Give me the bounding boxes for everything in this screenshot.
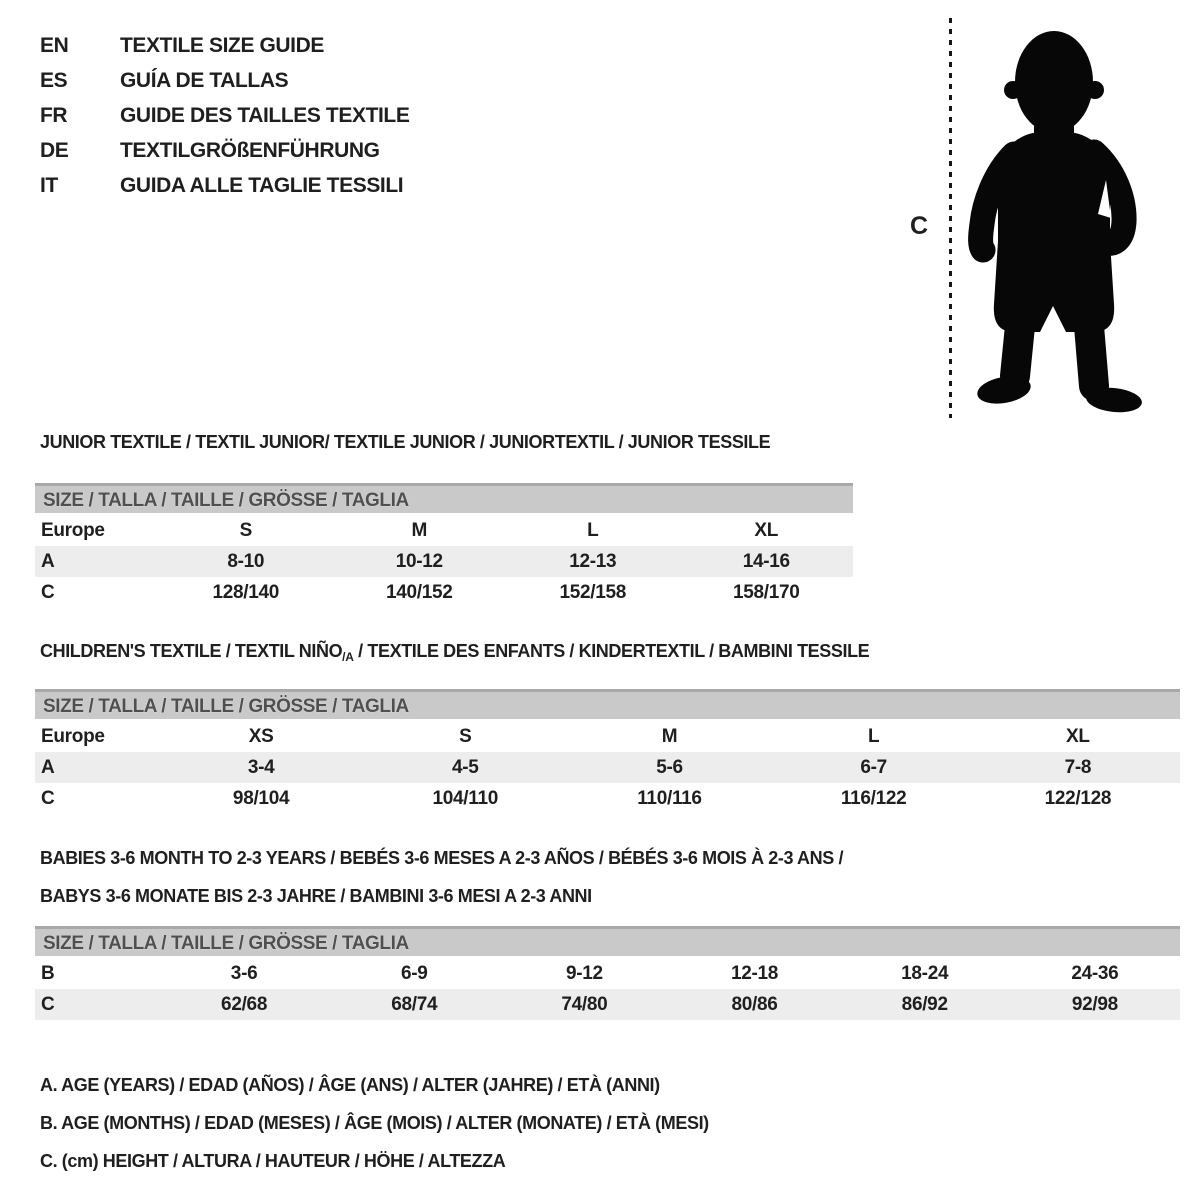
table-row — [35, 577, 853, 608]
table-row — [35, 783, 1180, 814]
value-cell: 92/98 — [1071, 993, 1118, 1015]
value-cell: 86/92 — [901, 993, 948, 1015]
value-cell: 68/74 — [391, 993, 438, 1015]
value-cell: 6-7 — [860, 756, 887, 778]
table-row — [35, 546, 853, 577]
language-row — [40, 168, 409, 203]
legend — [40, 1066, 709, 1180]
table-row — [35, 958, 1180, 989]
language-code: ES — [40, 68, 68, 92]
value-cell: M — [661, 725, 678, 747]
value-cell: XL — [754, 519, 779, 541]
value-cell: S — [239, 519, 252, 541]
junior-section-title: JUNIOR TEXTILE / TEXTIL JUNIOR/ TEXTILE JUNIOR / JUNIORTEXTIL / JUNIOR TESSILE — [40, 432, 771, 452]
value-cell: 128/140 — [212, 581, 280, 603]
language-code: FR — [40, 103, 68, 127]
table-row — [35, 515, 853, 546]
value-cell: S — [459, 725, 472, 747]
value-cell: 18-24 — [901, 962, 949, 984]
language-title: TEXTILGRÖßENFÜHRUNG — [120, 138, 380, 162]
language-row — [40, 133, 409, 168]
value-cell: 158/170 — [732, 581, 800, 603]
row-label-cell: A — [41, 550, 55, 572]
value-cell: 4-5 — [452, 756, 479, 778]
toddler-silhouette-icon — [956, 26, 1146, 416]
value-cell: 116/122 — [840, 787, 907, 809]
value-cell: 6-9 — [400, 962, 428, 984]
value-cell: 140/152 — [385, 581, 453, 603]
height-measure-dashed-line — [949, 18, 952, 418]
legend-age-years: A. AGE (YEARS) / EDAD (AÑOS) / ÂGE (ANS) / ALTER (JAHRE) / ETÀ (ANNI) — [40, 1075, 660, 1095]
row-label-cell: C — [41, 787, 55, 809]
language-title: TEXTILE SIZE GUIDE — [120, 33, 324, 57]
row-label-cell: C — [41, 581, 55, 603]
language-row — [40, 63, 409, 98]
language-title: GUIDE DES TAILLES TEXTILE — [120, 103, 410, 127]
height-figure — [898, 14, 1168, 424]
value-cell: 24-36 — [1071, 962, 1119, 984]
junior-size-header-bar: SIZE / TALLA / TAILLE / GRÖSSE / TAGLIA — [35, 483, 853, 513]
row-label-cell: Europe — [41, 519, 105, 541]
junior-size-table — [35, 483, 853, 608]
babies-section-title-line2: BABYS 3-6 MONATE BIS 2-3 JAHRE / BAMBINI 3-6 MESI A 2-3 ANNI — [40, 886, 592, 906]
children-size-table — [35, 689, 1180, 814]
value-cell: 3-6 — [230, 962, 258, 984]
children-size-header-bar: SIZE / TALLA / TAILLE / GRÖSSE / TAGLIA — [35, 689, 1180, 719]
legend-height-cm: C. (cm) HEIGHT / ALTURA / HAUTEUR / HÖHE / ALTEZZA — [40, 1151, 506, 1171]
value-cell: 12-18 — [730, 962, 779, 984]
value-cell: 8-10 — [227, 550, 265, 572]
value-cell: 10-12 — [395, 550, 443, 572]
children-title-prefix: CHILDREN'S TEXTILE / TEXTIL NIÑO — [40, 641, 343, 661]
value-cell: M — [411, 519, 428, 541]
value-cell: 14-16 — [742, 550, 790, 572]
language-list — [40, 28, 409, 203]
language-code: EN — [40, 33, 69, 57]
language-row — [40, 28, 409, 63]
row-label-cell: C — [41, 993, 55, 1015]
babies-size-table — [35, 926, 1180, 1020]
language-title: GUIDA ALLE TAGLIE TESSILI — [120, 173, 404, 197]
value-cell: 5-6 — [656, 756, 683, 778]
babies-size-header-bar: SIZE / TALLA / TAILLE / GRÖSSE / TAGLIA — [35, 926, 1180, 956]
language-code: DE — [40, 138, 69, 162]
children-section-title — [40, 641, 869, 664]
babies-section-title-line1: BABIES 3-6 MONTH TO 2-3 YEARS / BEBÉS 3-6 MESES A 2-3 AÑOS / BÉBÉS 3-6 MOIS À 2-3 ANS / — [40, 848, 844, 868]
value-cell: 12-13 — [569, 550, 617, 572]
value-cell: 7-8 — [1064, 756, 1092, 778]
legend-age-months: B. AGE (MONTHS) / EDAD (MESES) / ÂGE (MOIS) / ALTER (MONATE) / ETÀ (MESI) — [40, 1113, 709, 1133]
language-code: IT — [40, 173, 58, 197]
value-cell: L — [868, 725, 880, 747]
language-title: GUÍA DE TALLAS — [120, 68, 289, 92]
value-cell: XL — [1066, 725, 1090, 747]
value-cell: 3-4 — [247, 756, 275, 778]
value-cell: 9-12 — [565, 962, 603, 984]
children-title-subscript: /A — [342, 650, 354, 664]
language-row — [40, 98, 409, 133]
value-cell: 62/68 — [221, 993, 268, 1015]
value-cell: 122/128 — [1044, 787, 1112, 809]
table-row — [35, 989, 1180, 1020]
table-row — [35, 752, 1180, 783]
row-label-cell: B — [41, 962, 55, 984]
value-cell: 98/104 — [232, 787, 290, 809]
value-cell: 152/158 — [559, 581, 627, 603]
row-label-cell: Europe — [41, 725, 105, 747]
value-cell: 80/86 — [731, 993, 778, 1015]
table-row — [35, 721, 1180, 752]
value-cell: 110/116 — [637, 787, 702, 809]
value-cell: XS — [248, 725, 274, 747]
row-label-cell: A — [41, 756, 55, 778]
value-cell: 104/110 — [432, 787, 499, 809]
height-measure-label: C — [910, 212, 929, 240]
value-cell: 74/80 — [561, 993, 608, 1015]
children-title-suffix: / TEXTILE DES ENFANTS / KINDERTEXTIL / BAMBINI TESSILE — [353, 641, 870, 661]
value-cell: L — [587, 519, 599, 541]
